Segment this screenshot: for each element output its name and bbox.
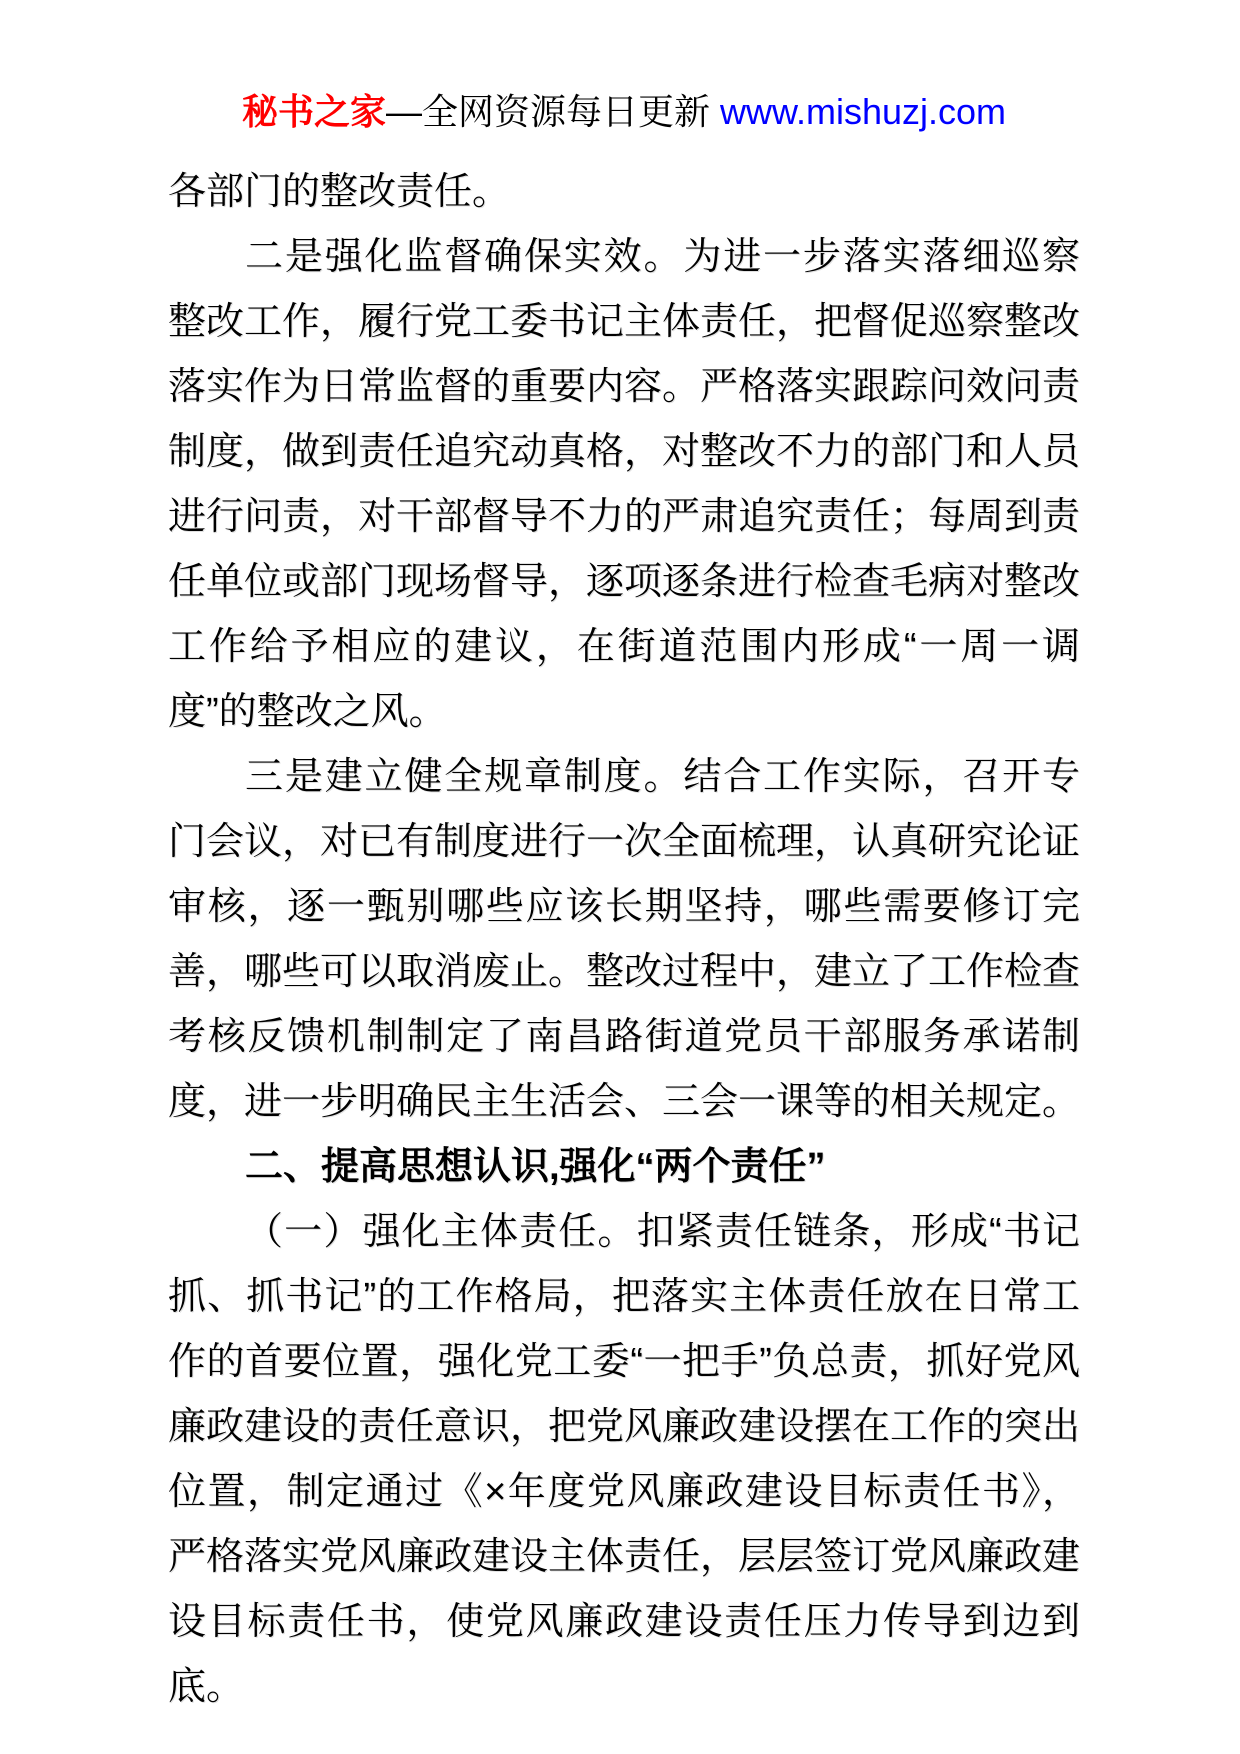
paragraph-point-three-rules: 三是建立健全规章制度。结合工作实际，召开专门会议，对已有制度进行一次全面梳理，认真研究论证审核，逐一甄别哪些应该长期坚持，哪些需要修订完善，哪些可以取消废止。整改过程中，建立了工作检查考核反馈机制制定了南昌路街道党员干部服务承诺制度，进一步明确民主生活会、三会一课等的相关规定。 (168, 756, 1081, 1123)
section-heading-two-responsibilities: 二、提高思想认识,强化“两个责任” (245, 1146, 826, 1188)
site-header (168, 88, 1080, 136)
site-tagline: —全网资源每日更新 (385, 91, 720, 132)
site-url-link[interactable]: www.mishuzj.com (719, 91, 1007, 132)
paragraph-main-responsibility: （一）强化主体责任。扣紧责任链条，形成“书记抓、抓书记”的工作格局，把落实主体责任放在日常工作的首要位置，强化党工委“一把手”负总责，抓好党风廉政建设的责任意识，把党风廉政建设摆在工作的突出位置，制定通过《×年度党风廉政建设目标责任书》，严格落实党风廉政建设主体责任，层层签订党风廉政建设目标责任书，使党风廉政建设责任压力传导到边到底。 (168, 1211, 1081, 1708)
paragraph-point-two-supervision: 二是强化监督确保实效。为进一步落实落细巡察整改工作，履行党工委书记主体责任，把督促巡察整改落实作为日常监督的重要内容。严格落实跟踪问效问责制度，做到责任追究动真格，对整改不力的部门和人员进行问责，对干部督导不力的严肃追究责任；每周到责任单位或部门现场督导，逐项逐条进行检查毛病对整改工作给予相应的建议，在街道范围内形成“一周一调度”的整改之风。 (168, 236, 1081, 733)
paragraph-continuation: 各部门的整改责任。 (168, 171, 511, 213)
document-body (168, 160, 1080, 1720)
site-brand: 秘书之家 (241, 91, 386, 132)
